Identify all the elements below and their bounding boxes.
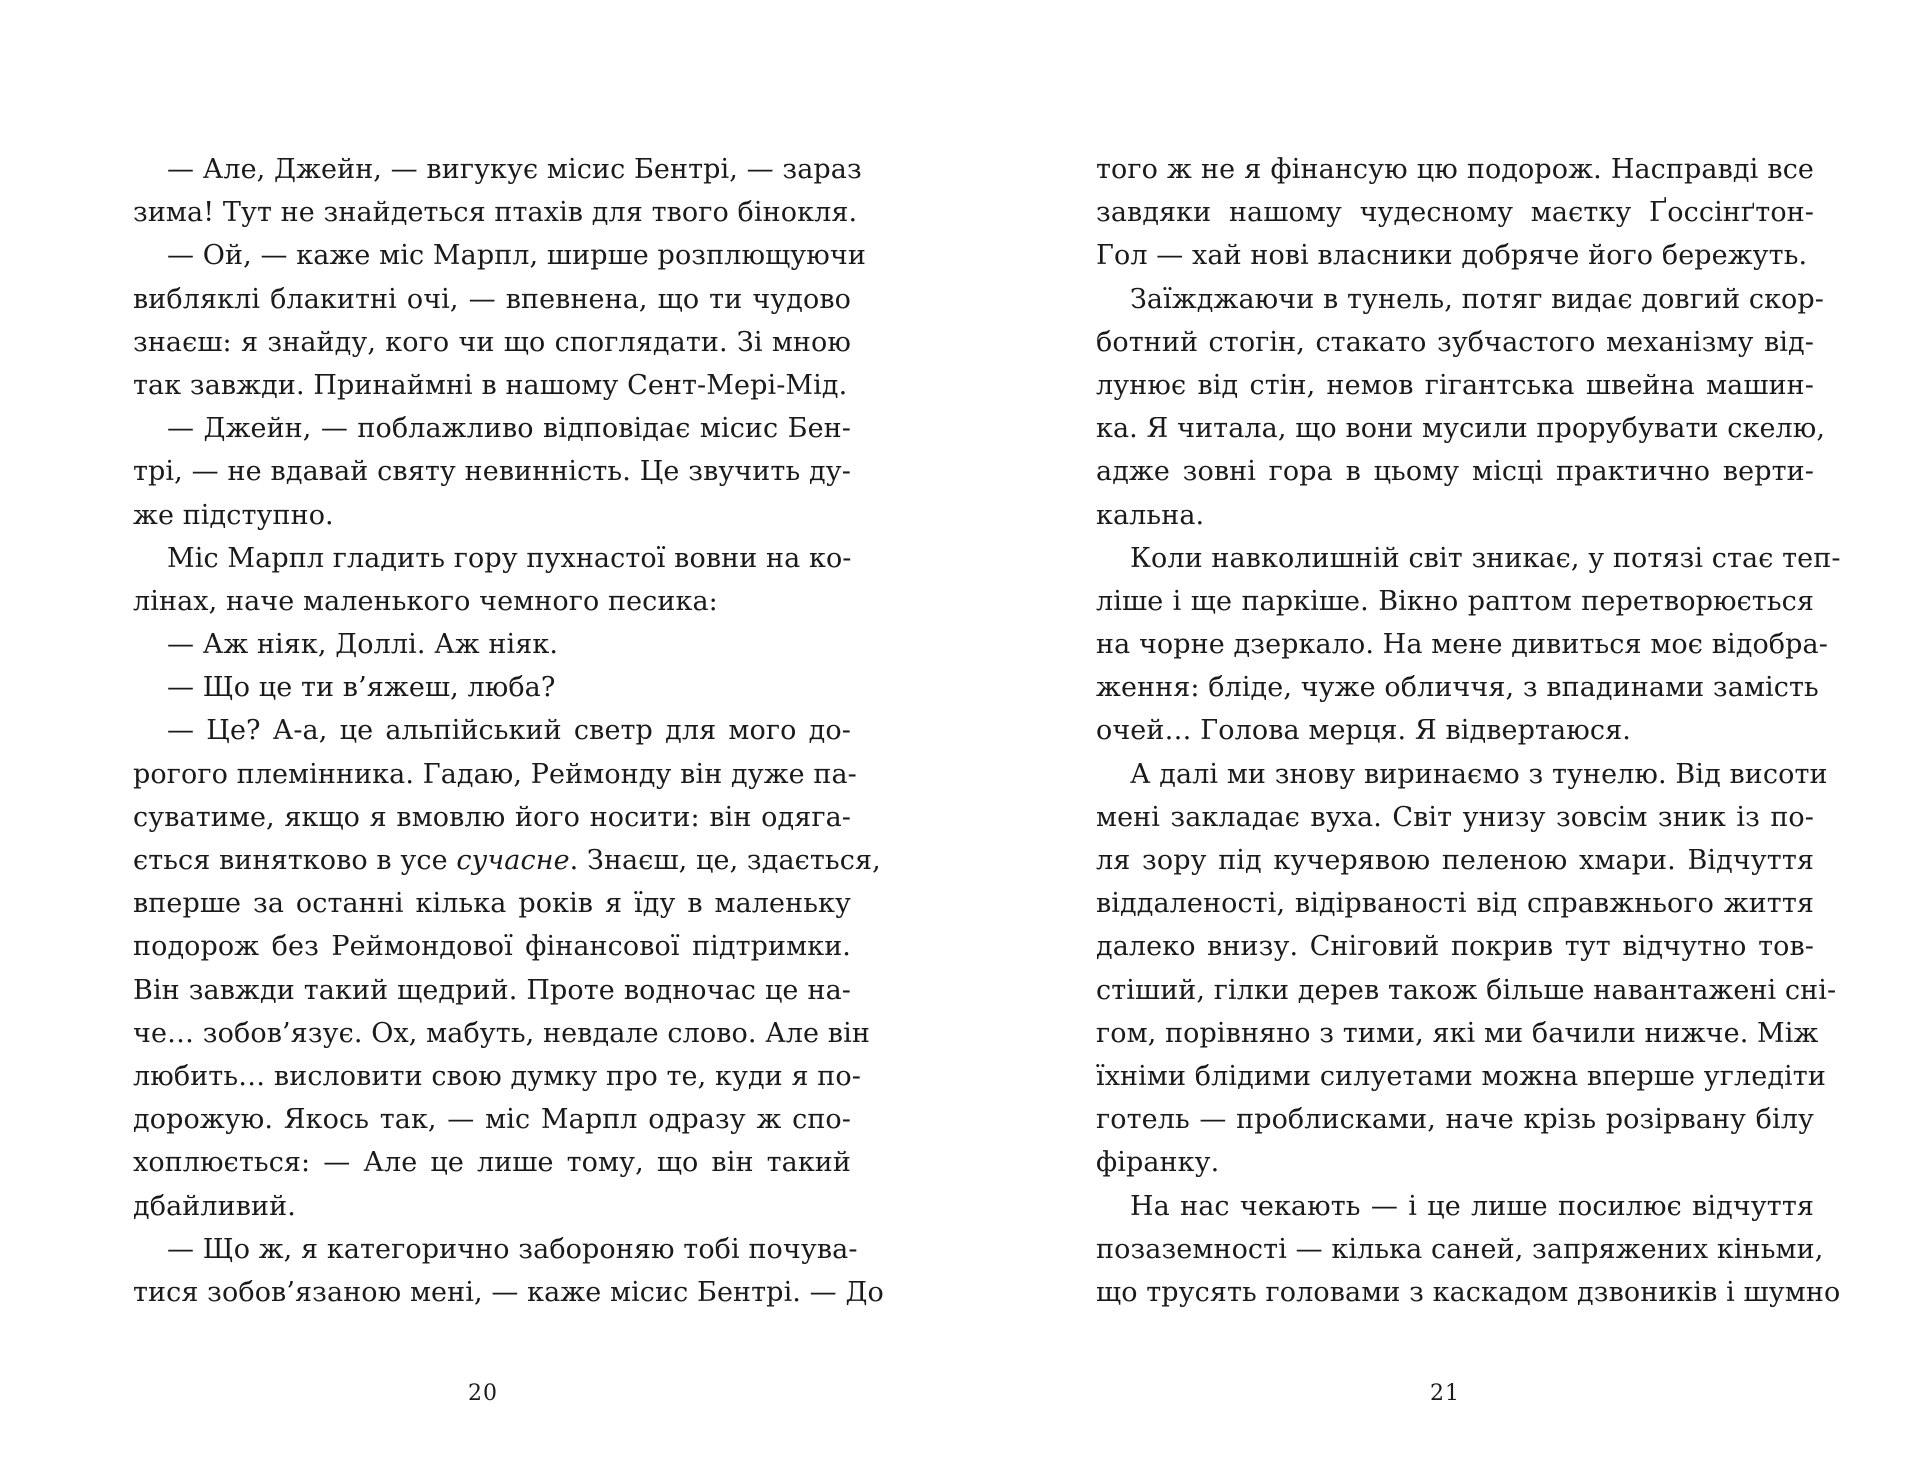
- text-line: лінах, наче маленького чемного песика:: [133, 585, 718, 617]
- text-line: дорожую. Якось так, — міс Марпл одразу ж спо-: [133, 1104, 851, 1136]
- text-line: хоплюється: — Але це лише тому, що він такий: [133, 1147, 851, 1179]
- text-line: Заїжджаючи в тунель, потяг видає довгий скор-: [1130, 283, 1825, 315]
- text-line: ка. Я читала, що вони мусили прорубувати скелю,: [1096, 413, 1826, 445]
- text-line: вибляклі блакитні очі, — впевнена, що ти чудово: [133, 283, 851, 315]
- text-line: зима! Тут не знайдеться птахів для твого бінокля.: [133, 197, 858, 229]
- text-line: віддаленості, відірваності від справжнього життя: [1096, 888, 1814, 920]
- text-line: — Аж ніяк, Доллі. Аж ніяк.: [167, 629, 559, 661]
- text-line: адже зовні гора в цьому місці практично верти-: [1096, 456, 1814, 488]
- text-line: лунює від стін, немов гігантська швейна машин-: [1096, 369, 1814, 401]
- page-number-right: 21: [1430, 1381, 1460, 1406]
- text-line: — Це? А-а, це альпійський светр для мого до-: [167, 715, 851, 747]
- text-line: — Що це ти в’яжеш, люба?: [167, 672, 556, 704]
- text-line: рогого племінника. Гадаю, Реймонду він дуже па-: [133, 758, 857, 790]
- text-line: що трусять головами з каскадом дзвоників і шумно: [1096, 1276, 1841, 1308]
- text-segment: ється винятково в усе: [133, 845, 457, 876]
- text-line: кальна.: [1096, 499, 1205, 531]
- text-line: фіранку.: [1096, 1147, 1220, 1179]
- text-line: [133, 839, 881, 882]
- text-line: — Але, Джейн, — вигукує місис Бентрі, — зараз: [167, 154, 862, 185]
- text-line: стіший, гілки дерев також більше навантажені сні-: [1096, 974, 1837, 1006]
- text-line: вперше за останні кілька років я їду в маленьку: [133, 888, 851, 920]
- left-page-text: [133, 148, 884, 1314]
- text-line: На нас чекають — і це лише посилює відчуття: [1130, 1190, 1814, 1222]
- text-line: далеко внизу. Сніговий покрив тут відчутно тов-: [1096, 931, 1814, 963]
- text-line: того ж не я фінансую цю подорож. Насправді все: [1096, 154, 1814, 185]
- page-number-left: 20: [468, 1381, 498, 1406]
- text-segment: . Знаєш, це, здається,: [569, 845, 881, 876]
- text-line: очей… Голова мерця. Я відвертаюся.: [1096, 715, 1631, 747]
- text-line: завдяки нашому чудесному маєтку Ґоссінґтон-: [1096, 197, 1814, 229]
- text-line: суватиме, якщо я вмовлю його носити: він одяга-: [133, 801, 851, 833]
- text-line: мені закладає вуха. Світ унизу зовсім зник із по-: [1096, 801, 1814, 833]
- text-line: їхніми блідими силуетами можна вперше угледіти: [1096, 1060, 1826, 1092]
- text-line: — Ой, — каже міс Марпл, ширше розплющуючи: [167, 240, 866, 272]
- text-line: ля зору під кучерявою пеленою хмари. Відчуття: [1096, 845, 1814, 876]
- text-line: позаземності — кілька саней, запряжених кіньми,: [1096, 1233, 1824, 1265]
- text-line: любить… висловити свою думку про те, куди я по-: [133, 1060, 861, 1092]
- text-line: дбайливий.: [133, 1190, 296, 1222]
- text-line: — Джейн, — поблажливо відповідає місис Бен-: [167, 413, 851, 445]
- text-line: Коли навколишній світ зникає, у потязі стає теп-: [1130, 542, 1841, 574]
- text-line: гом, порівняно з тими, які ми бачили нижче. Між: [1096, 1017, 1819, 1049]
- text-line: тися зобов’язаною мені, — каже місис Бентрі. — До: [133, 1276, 884, 1308]
- text-line: ботний стогін, стакато зубчастого механізму від-: [1096, 326, 1814, 358]
- text-line: А далі ми знову виринаємо з тунелю. Від висоти: [1130, 758, 1828, 790]
- text-line: готель — проблисками, наче крізь розірвану білу: [1096, 1104, 1814, 1136]
- right-page-text: [1096, 148, 1841, 1314]
- text-line: так завжди. Принаймні в нашому Сент-Мері-Мід.: [133, 369, 848, 401]
- text-line: знаєш: я знайду, кого чи що споглядати. Зі мною: [133, 326, 851, 358]
- text-line: Міс Марпл гладить гору пухнастої вовни на ко-: [167, 542, 852, 574]
- text-line: Гол — хай нові власники добряче його бережуть.: [1096, 240, 1808, 272]
- text-line: Він завжди такий щедрий. Проте водночас це на-: [133, 974, 851, 1006]
- text-line: трі, — не вдавай святу невинність. Це звучить ду-: [133, 456, 851, 488]
- emphasized-word: сучасне: [456, 845, 570, 876]
- text-line: — Що ж, я категорично забороняю тобі почува-: [167, 1233, 858, 1265]
- text-line: ження: бліде, чуже обличчя, з впадинами замість: [1096, 672, 1819, 704]
- text-line: на чорне дзеркало. На мене дивиться моє відобра-: [1096, 629, 1828, 661]
- text-line: же підступно.: [133, 499, 334, 531]
- text-line: че… зобов’язує. Ох, мабуть, невдале слово. Але він: [133, 1017, 870, 1049]
- text-line: подорож без Реймондової фінансової підтримки.: [133, 931, 851, 963]
- text-line: ліше і ще паркіше. Вікно раптом перетворюється: [1096, 585, 1814, 617]
